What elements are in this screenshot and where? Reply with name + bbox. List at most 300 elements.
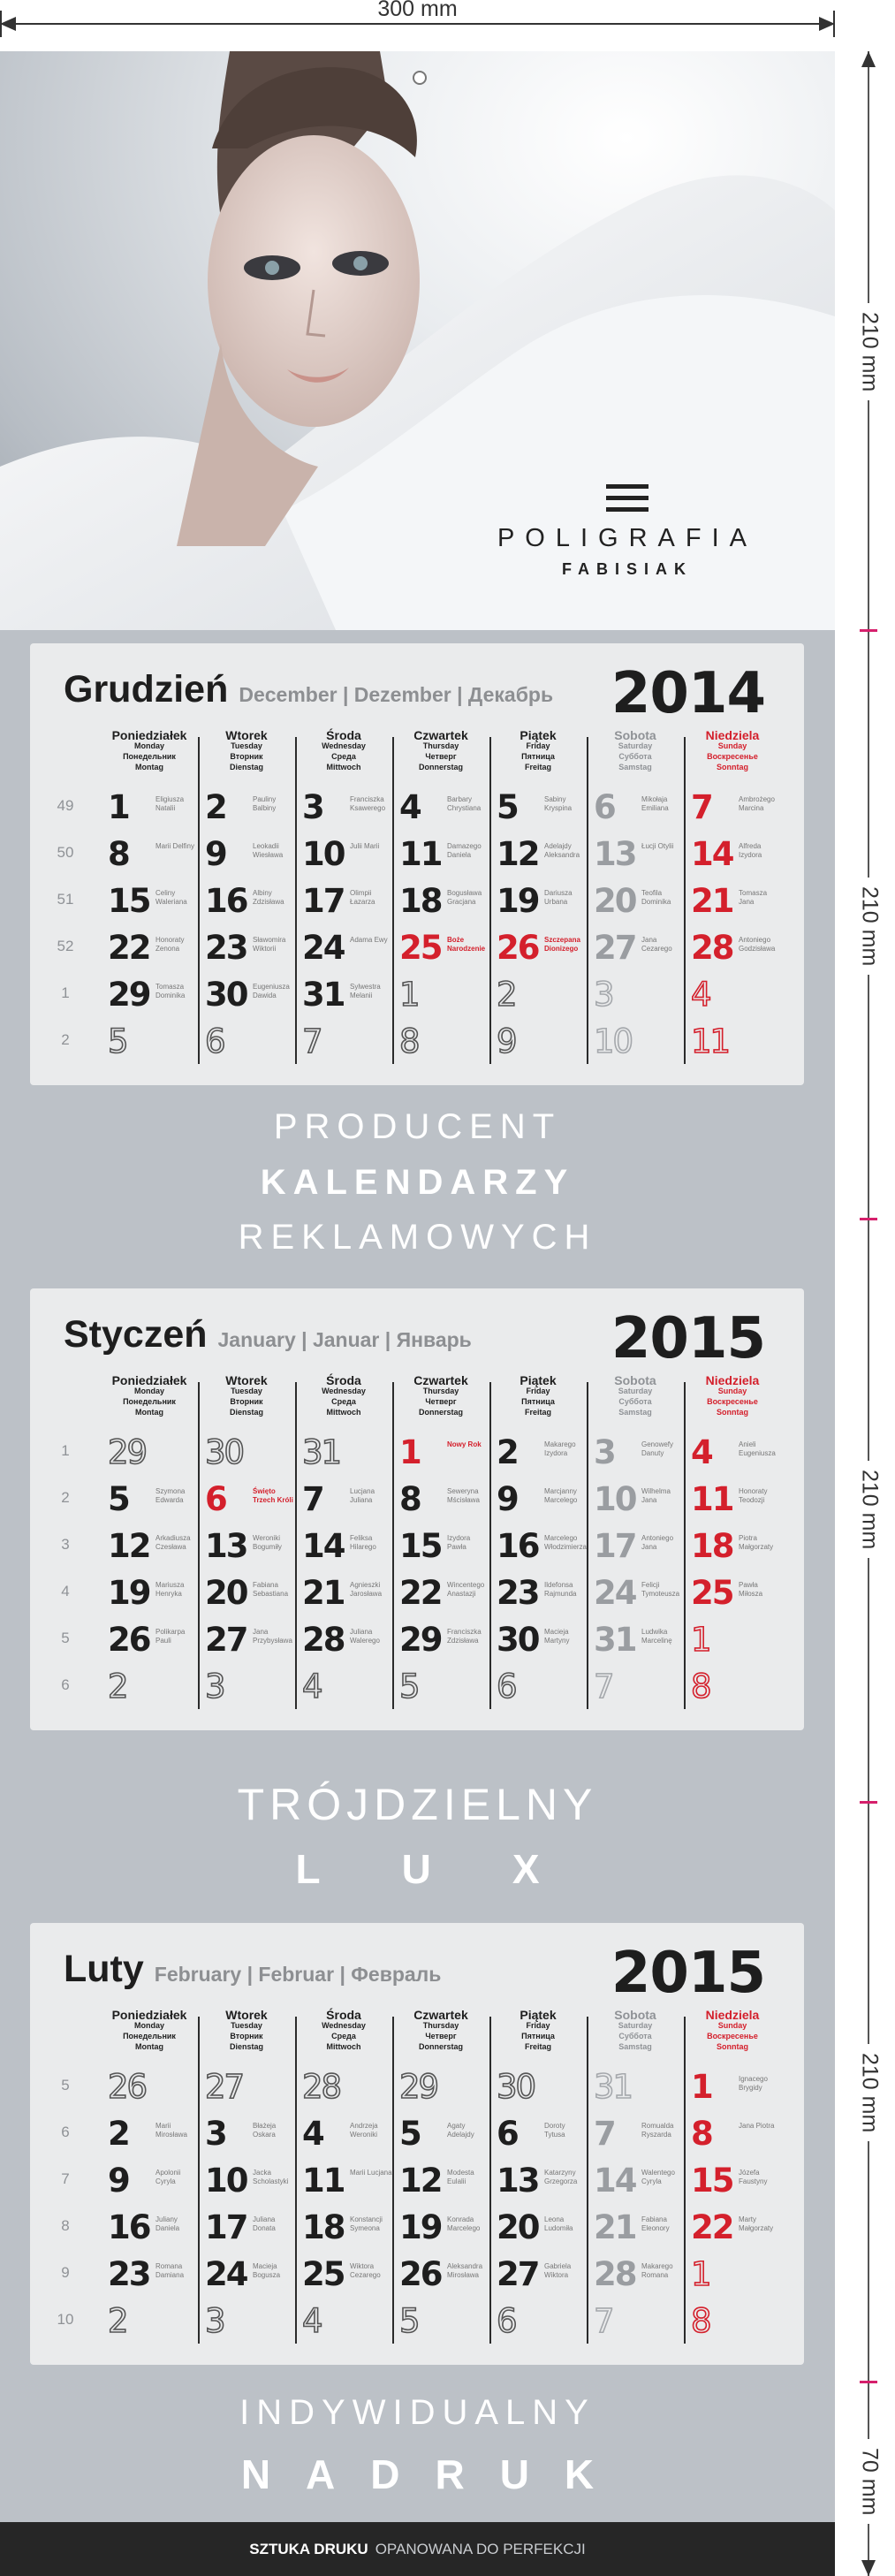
day-number: 18 (399, 882, 442, 920)
day-number: 24 (594, 1574, 636, 1612)
day-number: 10 (594, 1480, 636, 1518)
day-cell (489, 1570, 587, 1615)
name-day: Dariusza Urbana (544, 889, 573, 906)
day-number: 3 (594, 976, 613, 1014)
name-day: Fabiana Sebastiana (253, 1581, 289, 1598)
name-day: Honoraty Teodozji (739, 1487, 768, 1504)
name-day: Olimpii Łazarza (350, 889, 375, 906)
name-day: Barbary Chrystiana (447, 795, 482, 812)
month-translations: February | Februar | Февраль (154, 1963, 442, 1986)
weekday-header: Sobota Saturday Суббота Samstag (614, 728, 656, 771)
weekday-header: Niedziela Sunday Воскресенье Sonntag (705, 1373, 760, 1417)
day-number: 1 (399, 976, 419, 1014)
name-day: Marii Mirosława (155, 2122, 188, 2139)
day-cell (198, 1430, 295, 1474)
day-number: 8 (399, 1480, 421, 1518)
weekday-header: Środa Wednesday Среда Mittwoch (322, 2008, 366, 2051)
day-number: 16 (497, 1527, 539, 1565)
name-day: Nowy Rok (447, 1440, 482, 1448)
day-number: 6 (205, 1480, 226, 1518)
day-number: 29 (108, 1433, 147, 1471)
day-cell (101, 1430, 198, 1474)
day-cell (392, 1664, 489, 1708)
hanging-hole (413, 71, 427, 85)
weekday-header: Poniedziałek Monday Понедельник Montag (111, 1373, 187, 1417)
day-number: 25 (691, 1574, 733, 1612)
name-day: Jana Piotra (739, 2122, 775, 2130)
name-day: Romualda Ryszarda (641, 2122, 674, 2139)
day-cell (489, 1477, 587, 1521)
day-cell (392, 2064, 489, 2109)
name-day: Marii Lucjana (350, 2169, 392, 2177)
month-heading (64, 1313, 472, 1356)
day-cell (587, 2064, 684, 2109)
day-cell (295, 785, 392, 829)
day-cell (587, 2252, 684, 2296)
name-day: Tomasza Dominika (155, 983, 186, 999)
name-day: Wilhelma Jana (641, 1487, 671, 1504)
day-number: 12 (497, 835, 539, 873)
day-cell (489, 785, 587, 829)
logo-brand: POLIGRAFIA (497, 524, 758, 552)
month-name: Grudzień (64, 668, 229, 710)
day-cell (587, 1524, 684, 1568)
name-day: Jana Przybysława (253, 1628, 292, 1645)
name-day: Makarego Izydora (544, 1440, 576, 1457)
day-cell (489, 1617, 587, 1661)
week-number: 5 (61, 1630, 70, 1646)
day-number: 28 (302, 2068, 341, 2106)
day-number: 4 (399, 788, 421, 826)
day-number: 6 (497, 1668, 516, 1706)
day-cell (392, 2252, 489, 2296)
day-cell (587, 1477, 684, 1521)
day-number: 5 (399, 2115, 421, 2153)
day-cell (489, 832, 587, 876)
day-number: 2 (108, 2115, 129, 2153)
day-cell (295, 925, 392, 969)
arrow-down-icon (861, 2560, 876, 2576)
name-day: Alfreda Izydora (739, 842, 762, 859)
day-number: 19 (497, 882, 539, 920)
day-cell (587, 972, 684, 1016)
day-number: 26 (497, 929, 539, 967)
name-day: Sabiny Kryspina (544, 795, 573, 812)
day-cell (295, 972, 392, 1016)
name-day: Marty Małgorzaty (739, 2215, 774, 2232)
day-number: 5 (399, 2302, 419, 2340)
day-number: 31 (594, 1621, 636, 1659)
day-number: 4 (302, 1668, 322, 1706)
day-cell (392, 785, 489, 829)
weekday-header: Sobota Saturday Суббота Samstag (614, 2008, 656, 2051)
week-number: 1 (61, 1442, 70, 1459)
day-number: 6 (205, 1022, 224, 1060)
day-cell (198, 925, 295, 969)
day-cell (101, 1617, 198, 1661)
weekday-header: Czwartek Thursday Четверг Donnerstag (413, 1373, 468, 1417)
day-cell (295, 1019, 392, 1063)
day-number: 3 (205, 1668, 224, 1706)
name-day: Aleksandra Mirosława (447, 2262, 483, 2279)
day-number: 1 (108, 788, 129, 826)
day-number: 10 (205, 2162, 247, 2200)
day-cell (392, 1524, 489, 1568)
day-number: 8 (108, 835, 129, 873)
day-number: 3 (594, 1433, 615, 1471)
name-day: Izydora Pawła (447, 1534, 471, 1551)
day-cell (101, 972, 198, 1016)
day-cell (392, 925, 489, 969)
name-day: Sławomira Wiktorii (253, 936, 286, 953)
day-number: 14 (302, 1527, 345, 1565)
slogan-line: TRÓJDZIELNY (237, 1780, 598, 1829)
day-number: 12 (399, 2162, 442, 2200)
week-number: 5 (61, 2077, 70, 2093)
day-number: 22 (691, 2208, 733, 2246)
month-name: Luty (64, 1948, 144, 1990)
day-number: 10 (302, 835, 345, 873)
day-number: 21 (594, 2208, 636, 2246)
day-number: 24 (205, 2255, 247, 2293)
day-cell (684, 1570, 781, 1615)
name-day: Ignacego Brygidy (739, 2075, 768, 2092)
name-day: Boże Narodzenie (447, 936, 486, 953)
week-number: 3 (61, 1536, 70, 1553)
day-number: 7 (594, 2302, 613, 2340)
day-cell (587, 2111, 684, 2155)
day-number: 1 (691, 1621, 710, 1659)
day-number: 28 (691, 929, 733, 967)
day-number: 25 (302, 2255, 345, 2293)
name-day: Seweryna Mścisława (447, 1487, 480, 1504)
day-cell (489, 1524, 587, 1568)
day-cell (101, 925, 198, 969)
day-cell (684, 925, 781, 969)
day-cell (684, 2205, 781, 2249)
weekday-header: Środa Wednesday Среда Mittwoch (322, 728, 366, 771)
day-number: 31 (302, 1433, 341, 1471)
name-day: Polikarpa Pauli (155, 1628, 186, 1645)
day-cell (295, 2064, 392, 2109)
name-day: Damazego Daniela (447, 842, 482, 859)
name-day: Julii Marii (350, 842, 380, 850)
day-number: 1 (691, 2068, 712, 2106)
day-number: 16 (108, 2208, 150, 2246)
day-number: 2 (205, 788, 226, 826)
month-heading (64, 668, 553, 711)
day-cell (295, 1430, 392, 1474)
name-day: Adama Ewy (350, 936, 388, 944)
day-number: 25 (399, 929, 442, 967)
day-cell (587, 2299, 684, 2343)
name-day: Makarego Romana (641, 2262, 673, 2279)
day-cell (587, 1570, 684, 1615)
name-day: Józefa Faustyny (739, 2169, 768, 2185)
weekday-header: Wtorek Tuesday Вторник Dienstag (225, 1373, 268, 1417)
name-day: Albiny Zdzisława (253, 889, 284, 906)
name-day: Jana Cezarego (641, 936, 672, 953)
logo-sub: FABISIAK (561, 560, 693, 578)
slogan-line: NADRUK (240, 2451, 630, 2497)
name-day: Wiktora Cezarego (350, 2262, 381, 2279)
day-cell (295, 1570, 392, 1615)
day-number: 30 (205, 1433, 244, 1471)
day-number: 7 (691, 788, 712, 826)
name-day: Weroniki Bogumiły (253, 1534, 282, 1551)
day-cell (392, 1430, 489, 1474)
name-day: Łucji Otylii (641, 842, 674, 850)
day-cell (198, 1477, 295, 1521)
day-number: 1 (691, 2255, 710, 2293)
day-number: 30 (205, 976, 247, 1014)
name-day: Bogusława Gracjana (447, 889, 482, 906)
day-number: 3 (205, 2115, 226, 2153)
day-cell (101, 1019, 198, 1063)
day-number: 2 (108, 2302, 127, 2340)
width-dimension (0, 0, 835, 51)
name-day: Feliksa Hilarego (350, 1534, 376, 1551)
month-panel-january (30, 1288, 804, 1730)
day-number: 2 (497, 976, 516, 1014)
day-cell (198, 1524, 295, 1568)
day-number: 29 (399, 1621, 442, 1659)
month-name: Styczeń (64, 1313, 208, 1356)
day-number: 11 (691, 1480, 733, 1518)
day-cell (198, 832, 295, 876)
day-cell (295, 832, 392, 876)
day-number: 15 (399, 1527, 442, 1565)
day-cell (295, 2205, 392, 2249)
day-cell (587, 1664, 684, 1708)
day-cell (198, 2111, 295, 2155)
day-number: 18 (691, 1527, 733, 1565)
day-number: 5 (108, 1480, 129, 1518)
day-cell (295, 2158, 392, 2202)
day-number: 8 (691, 2115, 712, 2153)
day-number: 9 (497, 1480, 518, 1518)
day-number: 5 (497, 788, 518, 826)
day-number: 4 (302, 2115, 323, 2153)
day-number: 18 (302, 2208, 345, 2246)
month-panel-december (30, 643, 804, 1085)
day-cell (295, 2252, 392, 2296)
day-cell (684, 2064, 781, 2109)
day-cell (392, 1617, 489, 1661)
day-number: 31 (302, 976, 345, 1014)
day-number: 21 (302, 1574, 345, 1612)
day-number: 23 (108, 2255, 150, 2293)
slogan-line: INDYWIDUALNY (239, 2393, 595, 2432)
day-number: 7 (594, 2115, 615, 2153)
segment-label: 210 mm (857, 1461, 883, 1558)
day-cell (101, 1477, 198, 1521)
week-number: 9 (61, 2264, 70, 2281)
name-day: Macieja Bogusza (253, 2262, 281, 2279)
day-number: 8 (691, 2302, 710, 2340)
day-number: 23 (497, 1574, 539, 1612)
company-logo (459, 484, 795, 579)
day-cell (684, 1524, 781, 1568)
day-number: 17 (205, 2208, 247, 2246)
name-day: Lucjana Juliana (350, 1487, 375, 1504)
day-number: 31 (594, 2068, 633, 2106)
day-cell (392, 1570, 489, 1615)
day-cell (198, 2064, 295, 2109)
weekday-header: Piątek Friday Пятница Freitag (520, 1373, 557, 1417)
name-day: Juliana Walerego (350, 1628, 380, 1645)
day-cell (684, 832, 781, 876)
weekday-header: Niedziela Sunday Воскресенье Sonntag (705, 728, 760, 771)
month-panel-february (30, 1923, 804, 2365)
day-number: 7 (302, 1022, 322, 1060)
segment-label: 210 mm (857, 303, 883, 400)
name-day: Pawła Miłosza (739, 1581, 763, 1598)
day-cell (101, 2252, 198, 2296)
day-number: 22 (108, 929, 150, 967)
day-number: 13 (205, 1527, 247, 1565)
day-cell (295, 1477, 392, 1521)
day-number: 10 (594, 1022, 633, 1060)
day-number: 9 (205, 835, 226, 873)
day-number: 26 (399, 2255, 442, 2293)
day-number: 5 (399, 1668, 419, 1706)
day-cell (489, 1664, 587, 1708)
day-number: 19 (399, 2208, 442, 2246)
footer-bold: SZTUKA DRUKU (249, 2540, 368, 2557)
month-grid (30, 730, 804, 1076)
name-day: Błażeja Oskara (253, 2122, 277, 2139)
day-cell (295, 1524, 392, 1568)
day-cell (295, 2111, 392, 2155)
day-number: 27 (594, 929, 636, 967)
day-number: 14 (594, 2162, 636, 2200)
month-grid (30, 1375, 804, 1721)
day-cell (101, 878, 198, 923)
day-cell (587, 785, 684, 829)
name-day: Eugeniusza Dawida (253, 983, 290, 999)
day-number: 20 (497, 2208, 539, 2246)
day-cell (101, 2205, 198, 2249)
name-day: Pauliny Balbiny (253, 795, 277, 812)
day-cell (198, 1664, 295, 1708)
weekday-header: Poniedziałek Monday Понедельник Montag (111, 2008, 187, 2051)
segment-label: 210 mm (857, 878, 883, 975)
weekday-header: Czwartek Thursday Четверг Donnerstag (413, 2008, 468, 2051)
week-number: 8 (61, 2217, 70, 2234)
name-day: Szczepana Dionizego (544, 936, 580, 953)
slogan-line: PRODUCENT (273, 1107, 562, 1146)
day-cell (489, 1430, 587, 1474)
weekday-header: Niedziela Sunday Воскресенье Sonntag (705, 2008, 760, 2051)
slogan-line: LUX (295, 1846, 621, 1892)
name-day: Doroty Tytusa (544, 2122, 565, 2139)
day-number: 1 (399, 1433, 421, 1471)
name-day: Tomasza Jana (739, 889, 768, 906)
day-number: 3 (205, 2302, 224, 2340)
name-day: Ambrożego Marcina (739, 795, 775, 812)
day-number: 8 (691, 1668, 710, 1706)
day-cell (587, 2158, 684, 2202)
month-heading (64, 1948, 441, 1991)
week-number: 1 (61, 984, 70, 1001)
day-number: 16 (205, 882, 247, 920)
calendar-strip (0, 51, 835, 2576)
day-cell (392, 2205, 489, 2249)
segment-label: 70 mm (857, 2439, 883, 2524)
height-dimension (844, 51, 895, 2576)
day-cell (198, 2205, 295, 2249)
name-day: Agaty Adelajdy (447, 2122, 474, 2139)
day-cell (198, 1617, 295, 1661)
day-cell (489, 2299, 587, 2343)
week-number: 52 (57, 938, 74, 954)
day-cell (684, 2158, 781, 2202)
weekday-header: Piątek Friday Пятница Freitag (520, 728, 557, 771)
day-cell (392, 2299, 489, 2343)
day-number: 14 (691, 835, 733, 873)
day-cell (198, 878, 295, 923)
day-number: 20 (205, 1574, 247, 1612)
name-day: Franciszka Ksawerego (350, 795, 386, 812)
week-number: 50 (57, 844, 74, 861)
day-cell (392, 2158, 489, 2202)
week-number: 4 (61, 1583, 70, 1600)
day-cell (198, 1570, 295, 1615)
day-cell (489, 2064, 587, 2109)
week-number: 6 (61, 1676, 70, 1693)
weekday-header: Sobota Saturday Суббота Samstag (614, 1373, 656, 1417)
name-day: Apolonii Cyryla (155, 2169, 181, 2185)
day-number: 2 (108, 1668, 127, 1706)
month-translations: December | Dezember | Декабрь (239, 683, 554, 706)
name-day: Teofila Dominika (641, 889, 671, 906)
day-cell (392, 1477, 489, 1521)
weekday-header: Poniedziałek Monday Понедельник Montag (111, 728, 187, 771)
weekday-header: Wtorek Tuesday Вторник Dienstag (225, 728, 268, 771)
day-number: 13 (594, 835, 636, 873)
name-day: Genowefy Danuty (641, 1440, 674, 1457)
arrow-up-icon (861, 51, 876, 67)
day-cell (684, 785, 781, 829)
day-cell (392, 2111, 489, 2155)
day-number: 13 (497, 2162, 539, 2200)
day-cell (489, 1019, 587, 1063)
day-number: 27 (497, 2255, 539, 2293)
name-day: Wincentego Anastazji (447, 1581, 485, 1598)
footer-text: OPANOWANA DO PERFEKCJI (375, 2540, 586, 2557)
name-day: Franciszka Zdzisława (447, 1628, 482, 1645)
name-day: Agnieszki Jarosława (350, 1581, 383, 1598)
day-cell (684, 972, 781, 1016)
day-cell (489, 2158, 587, 2202)
day-number: 26 (108, 1621, 150, 1659)
name-day: Juliana Donata (253, 2215, 276, 2232)
name-day: Konrada Marcelego (447, 2215, 481, 2232)
day-cell (101, 1524, 198, 1568)
day-cell (489, 878, 587, 923)
footer-bar (0, 2522, 835, 2576)
name-day: Jacka Scholastyki (253, 2169, 289, 2185)
day-number: 17 (594, 1527, 636, 1565)
day-number: 28 (594, 2255, 636, 2293)
day-cell (392, 832, 489, 876)
day-cell (295, 1617, 392, 1661)
name-day: Arkadiusza Czesława (155, 1534, 191, 1551)
day-cell (101, 1570, 198, 1615)
day-cell (295, 2299, 392, 2343)
slogan-line: REKLAMOWYCH (238, 1218, 597, 1257)
